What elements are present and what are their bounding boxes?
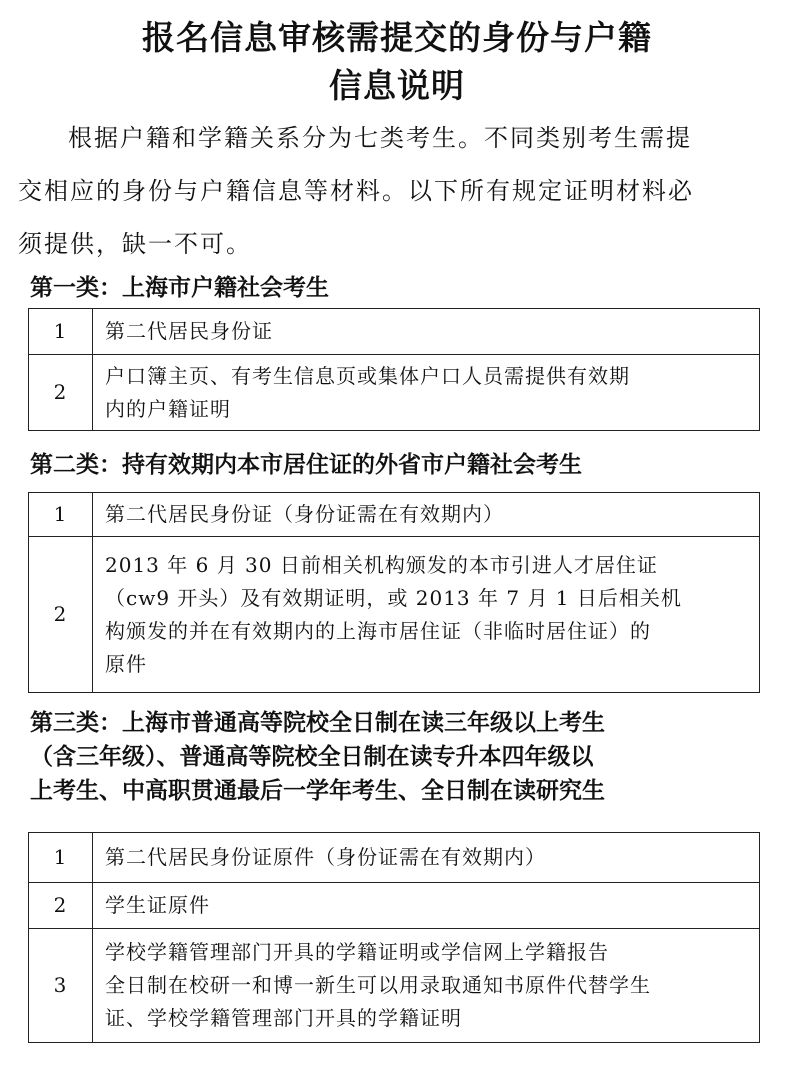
- category-2-heading: [30, 448, 770, 482]
- row-content: [93, 355, 760, 431]
- row-line: 构颁发的并在有效期内的上海市居住证（非临时居住证）的: [105, 618, 651, 643]
- category-1-table: [28, 308, 760, 431]
- row-line: 户口簿主页、有考生信息页或集体户口人员需提供有效期: [105, 363, 630, 388]
- category-1-heading: [30, 271, 770, 305]
- category-3-table: [28, 832, 760, 1043]
- row-line: 证、学校学籍管理部门开具的学籍证明: [105, 1006, 462, 1030]
- intro-line: 须提供，缺一不可。: [18, 230, 252, 258]
- row-number: 3: [29, 929, 93, 1043]
- row-content: [93, 929, 760, 1043]
- category-2-table: [28, 492, 760, 693]
- heading-line: （含三年级）、普通高等院校全日制在读专升本四年级以: [30, 744, 594, 770]
- row-line: 第二代居民身份证: [105, 319, 273, 343]
- row-line: 第二代居民身份证（身份证需在有效期内）: [105, 502, 504, 526]
- page-title: 报名信息审核需提交的身份与户籍: [142, 18, 652, 57]
- row-number: 2: [29, 355, 93, 431]
- row-line: 全日制在校研一和博一新生可以用录取通知书原件代替学生: [105, 973, 651, 997]
- row-number: 2: [29, 883, 93, 929]
- category-3-heading: [30, 706, 770, 808]
- row-number: 1: [29, 493, 93, 537]
- row-number: 1: [29, 833, 93, 883]
- row-number: 1: [29, 309, 93, 355]
- intro-line: 根据户籍和学籍关系分为七类考生。不同类别考生需提: [68, 124, 692, 152]
- table-row: [29, 309, 760, 355]
- row-content: [93, 493, 760, 537]
- heading-line: 第三类：上海市普通高等院校全日制在读三年级以上考生: [30, 710, 605, 736]
- row-content: [93, 309, 760, 355]
- row-line: 内的户籍证明: [105, 396, 231, 421]
- table-row: [29, 929, 760, 1043]
- table-row: [29, 355, 760, 431]
- table-row: [29, 883, 760, 929]
- row-line: 第二代居民身份证原件（身份证需在有效期内）: [105, 845, 546, 869]
- row-content: [93, 883, 760, 929]
- heading-line: 上考生、中高职贯通最后一学年考生、全日制在读研究生: [30, 778, 605, 804]
- table-row: [29, 537, 760, 693]
- row-line: 学生证原件: [105, 893, 210, 917]
- heading-line: 第二类：持有效期内本市居住证的外省市户籍社会考生: [30, 452, 582, 478]
- intro-line: 交相应的身份与户籍信息等材料。以下所有规定证明材料必: [18, 177, 694, 205]
- page-title-line2: 信息说明: [329, 66, 465, 105]
- table-row: [29, 493, 760, 537]
- row-line: 2013 年 6 月 30 日前相关机构颁发的本市引进人才居住证: [105, 552, 658, 577]
- row-content: [93, 537, 760, 693]
- row-number: 2: [29, 537, 93, 693]
- row-line: 原件: [105, 651, 147, 676]
- row-content: [93, 833, 760, 883]
- row-line: 学校学籍管理部门开具的学籍证明或学信网上学籍报告: [105, 940, 609, 964]
- heading-line: 第一类：上海市户籍社会考生: [30, 275, 329, 301]
- table-row: [29, 833, 760, 883]
- row-line: （cw9 开头）及有效期证明，或 2013 年 7 月 1 日后相关机: [105, 585, 682, 610]
- intro-paragraph: [18, 112, 770, 271]
